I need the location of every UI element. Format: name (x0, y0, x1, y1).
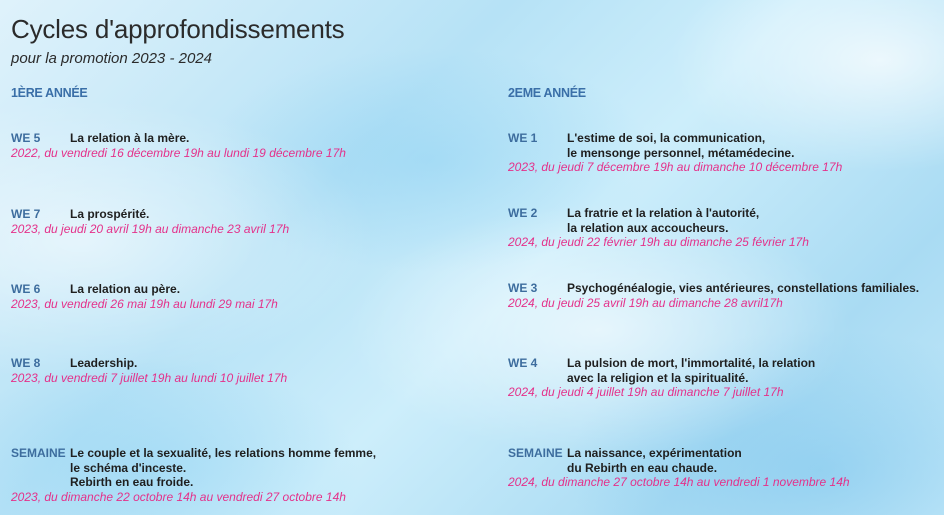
entry-code: WE 6 (11, 282, 41, 296)
entry-dates: 2023, du jeudi 7 décembre 19h au dimanche 10 décembre 17h (508, 160, 843, 174)
schedule-entry (508, 281, 919, 310)
entry-topic-line: le schéma d'inceste. (70, 460, 187, 475)
schedule-entry (11, 207, 289, 236)
entry-code: WE 8 (11, 356, 41, 370)
entry-topic (70, 131, 346, 146)
entry-topic (70, 207, 289, 222)
entry-topic-line: La pulsion de mort, l'immortalité, la relation (567, 356, 816, 370)
entry-topic (70, 446, 376, 490)
entry-topic-line: La naissance, expérimentation (567, 446, 742, 460)
entry-topic-line: La relation au père. (70, 282, 181, 296)
entry-topic (567, 356, 815, 385)
entry-topic-line: La prospérité. (70, 207, 150, 221)
entry-topic (70, 282, 278, 297)
schedule-entry (11, 131, 346, 160)
entry-code: WE 7 (11, 207, 41, 221)
schedule-entry (508, 356, 815, 400)
entry-topic-line: Rebirth en eau froide. (70, 475, 194, 489)
page-title: Cycles d'approfondissements (11, 14, 345, 44)
entry-dates: 2024, du jeudi 25 avril 19h au dimanche 28 avril17h (508, 295, 783, 310)
schedule-entry (508, 446, 850, 490)
entry-topic-line: du Rebirth en eau chaude. (567, 460, 718, 475)
entry-topic (567, 206, 809, 235)
entry-dates: 2023, du dimanche 22 octobre 14h au vendredi 27 octobre 14h (11, 489, 346, 504)
page-subtitle: pour la promotion 2023 - 2024 (11, 50, 212, 67)
schedule-entry (11, 446, 376, 504)
entry-topic-line: L'estime de soi, la communication, (567, 131, 766, 145)
entry-code: SEMAINE (11, 446, 66, 460)
entry-code: WE 2 (508, 206, 538, 220)
column-heading-first-year: 1ÈRE ANNÉE (11, 86, 88, 100)
schedule-entry (508, 206, 809, 250)
entry-code: WE 1 (508, 131, 538, 145)
entry-topic (567, 281, 919, 296)
entry-code: WE 4 (508, 356, 538, 370)
entry-dates: 2024, du jeudi 22 février 19h au dimanche 25 février 17h (508, 235, 809, 249)
entry-topic-line: Le couple et la sexualité, les relations homme femme, (70, 446, 377, 460)
entry-topic-line: le mensonge personnel, métamédecine. (567, 145, 795, 160)
schedule-entry (11, 282, 278, 311)
entry-topic-line: La relation à la mère. (70, 131, 190, 145)
entry-topic-line: La fratrie et la relation à l'autorité, (567, 206, 760, 220)
entry-code: WE 3 (508, 281, 538, 295)
entry-dates: 2023, du vendredi 7 juillet 19h au lundi 10 juillet 17h (11, 370, 288, 385)
column-heading-second-year: 2EME ANNÉE (508, 86, 586, 100)
entry-topic-line: la relation aux accoucheurs. (567, 220, 729, 235)
entry-topic (70, 356, 287, 371)
entry-dates: 2024, du jeudi 4 juillet 19h au dimanche 7 juillet 17h (508, 385, 784, 399)
entry-topic (567, 131, 842, 160)
entry-code: SEMAINE (508, 446, 563, 460)
entry-dates: 2023, du vendredi 26 mai 19h au lundi 29 mai 17h (11, 296, 278, 311)
schedule-entry (508, 131, 842, 175)
entry-topic-line: avec la religion et la spiritualité. (567, 370, 749, 385)
entry-code: WE 5 (11, 131, 41, 145)
entry-topic (567, 446, 850, 475)
entry-dates: 2023, du jeudi 20 avril 19h au dimanche 23 avril 17h (11, 221, 290, 236)
entry-topic-line: Psychogénéalogie, vies antérieures, constellations familiales. (567, 281, 920, 295)
entry-dates: 2022, du vendredi 16 décembre 19h au lundi 19 décembre 17h (11, 145, 346, 160)
entry-topic-line: Leadership. (70, 356, 138, 370)
entry-dates: 2024, du dimanche 27 octobre 14h au vendredi 1 novembre 14h (508, 475, 850, 489)
schedule-entry (11, 356, 287, 385)
